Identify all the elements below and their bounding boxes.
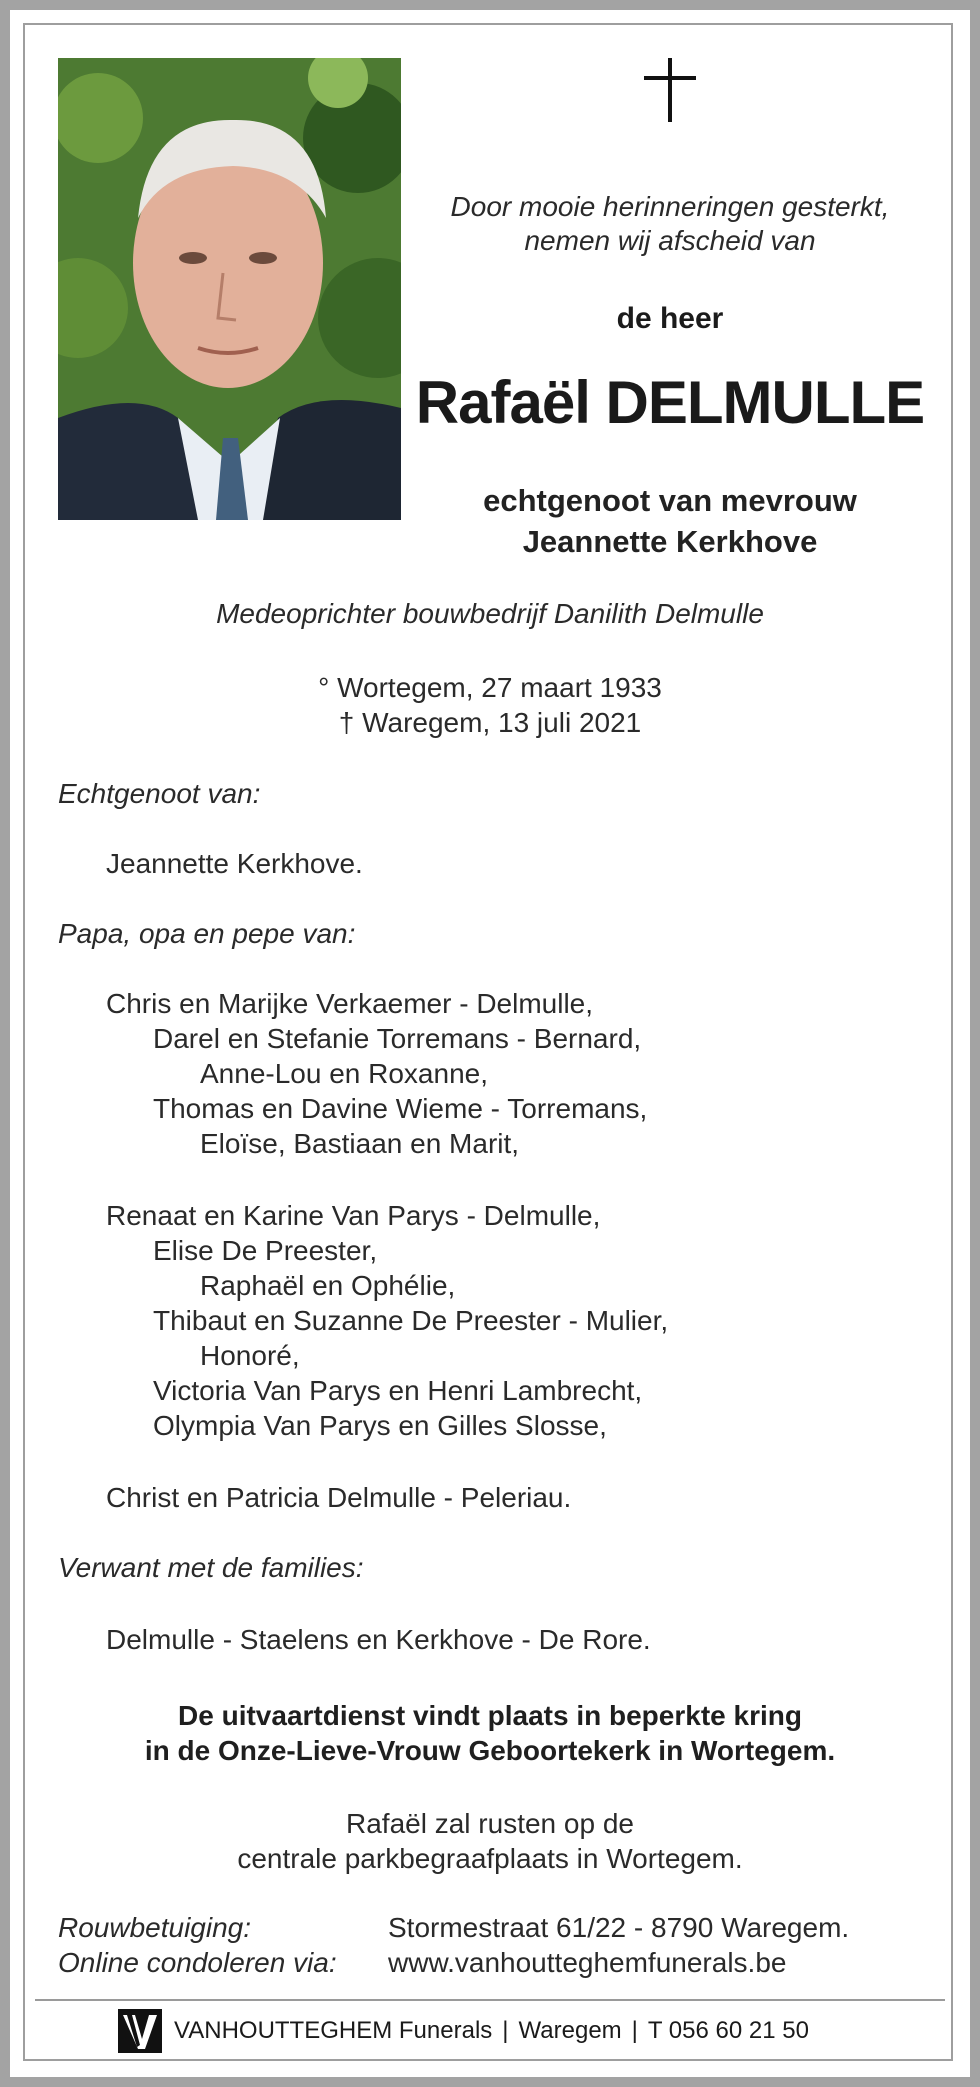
family-line: Victoria Van Parys en Henri Lambrecht,: [153, 1375, 643, 1406]
birth-date: ° Wortegem, 27 maart 1933: [318, 672, 662, 703]
family-line: Anne-Lou en Roxanne,: [200, 1058, 488, 1089]
condolence-address: Stormestraat 61/22 - 8790 Waregem.: [388, 1912, 850, 1943]
footer-company: VANHOUTTEGHEM Funerals: [174, 2017, 493, 2044]
ceremony-line-2: in de Onze-Lieve-Vrouw Geboortekerk in Wortegem.: [144, 1735, 836, 1766]
occupation: Medeoprichter bouwbedrijf Danilith Delmulle: [216, 598, 764, 629]
spouse-name: Jeannette Kerkhove.: [106, 848, 363, 879]
family-line: Renaat en Karine Van Parys - Delmulle,: [106, 1200, 601, 1231]
family-line: Thomas en Davine Wieme - Torremans,: [153, 1093, 648, 1124]
online-label: Online condoleren via:: [58, 1947, 337, 1978]
ceremony-text: [0, 1698, 980, 1768]
intro-line-1: Door mooie herinneringen gesterkt,: [450, 191, 890, 222]
spouse-line: [400, 480, 940, 562]
spouse-line-2: Jeannette Kerkhove: [522, 524, 818, 559]
life-dates: [0, 670, 980, 740]
family-line: Thibaut en Suzanne De Preester - Mulier,: [153, 1305, 669, 1336]
children-heading: Papa, opa en pepe van:: [58, 918, 356, 949]
family-line: Elise De Preester,: [153, 1235, 378, 1266]
footer-separator: |: [631, 2017, 638, 2044]
vanhoutteghem-logo-icon: [118, 2009, 162, 2053]
family-line: Olympia Van Parys en Gilles Slosse,: [153, 1410, 607, 1441]
honorific: de heer: [616, 302, 724, 335]
burial-text: [0, 1806, 980, 1876]
deceased-name: Rafaël DELMULLE: [415, 369, 925, 436]
footer-divider: [35, 1999, 945, 2001]
burial-line-1: Rafaël zal rusten op de: [346, 1808, 634, 1839]
portrait-photo: [58, 58, 401, 520]
footer-city: Waregem: [518, 2017, 622, 2044]
ceremony-line-1: De uitvaartdienst vindt plaats in beperkte kring: [178, 1700, 802, 1731]
family-line: Christ en Patricia Delmulle - Peleriau.: [106, 1482, 572, 1513]
family-line: Chris en Marijke Verkaemer - Delmulle,: [106, 988, 594, 1019]
spouse-heading: Echtgenoot van:: [58, 778, 261, 809]
relatives-line: Delmulle - Staelens en Kerkhove - De Rore.: [106, 1624, 651, 1655]
online-url[interactable]: www.vanhoutteghemfunerals.be: [388, 1947, 787, 1978]
family-line: Raphaël en Ophélie,: [200, 1270, 456, 1301]
relatives-heading: Verwant met de families:: [58, 1552, 364, 1583]
condolence-label: Rouwbetuiging:: [58, 1912, 252, 1943]
footer-separator: |: [502, 2017, 509, 2044]
cross-icon: [640, 58, 700, 122]
burial-line-2: centrale parkbegraafplaats in Wortegem.: [237, 1843, 743, 1874]
family-line: Eloïse, Bastiaan en Marit,: [200, 1128, 520, 1159]
spouse-line-1: echtgenoot van mevrouw: [483, 483, 857, 518]
footer: [118, 2006, 878, 2056]
footer-phone: T 056 60 21 50: [647, 2017, 809, 2044]
intro-text: [400, 190, 940, 258]
intro-line-2: nemen wij afscheid van: [524, 225, 816, 256]
death-date: † Waregem, 13 juli 2021: [338, 707, 642, 738]
family-line: Darel en Stefanie Torremans - Bernard,: [153, 1023, 642, 1054]
family-line: Honoré,: [200, 1340, 300, 1371]
